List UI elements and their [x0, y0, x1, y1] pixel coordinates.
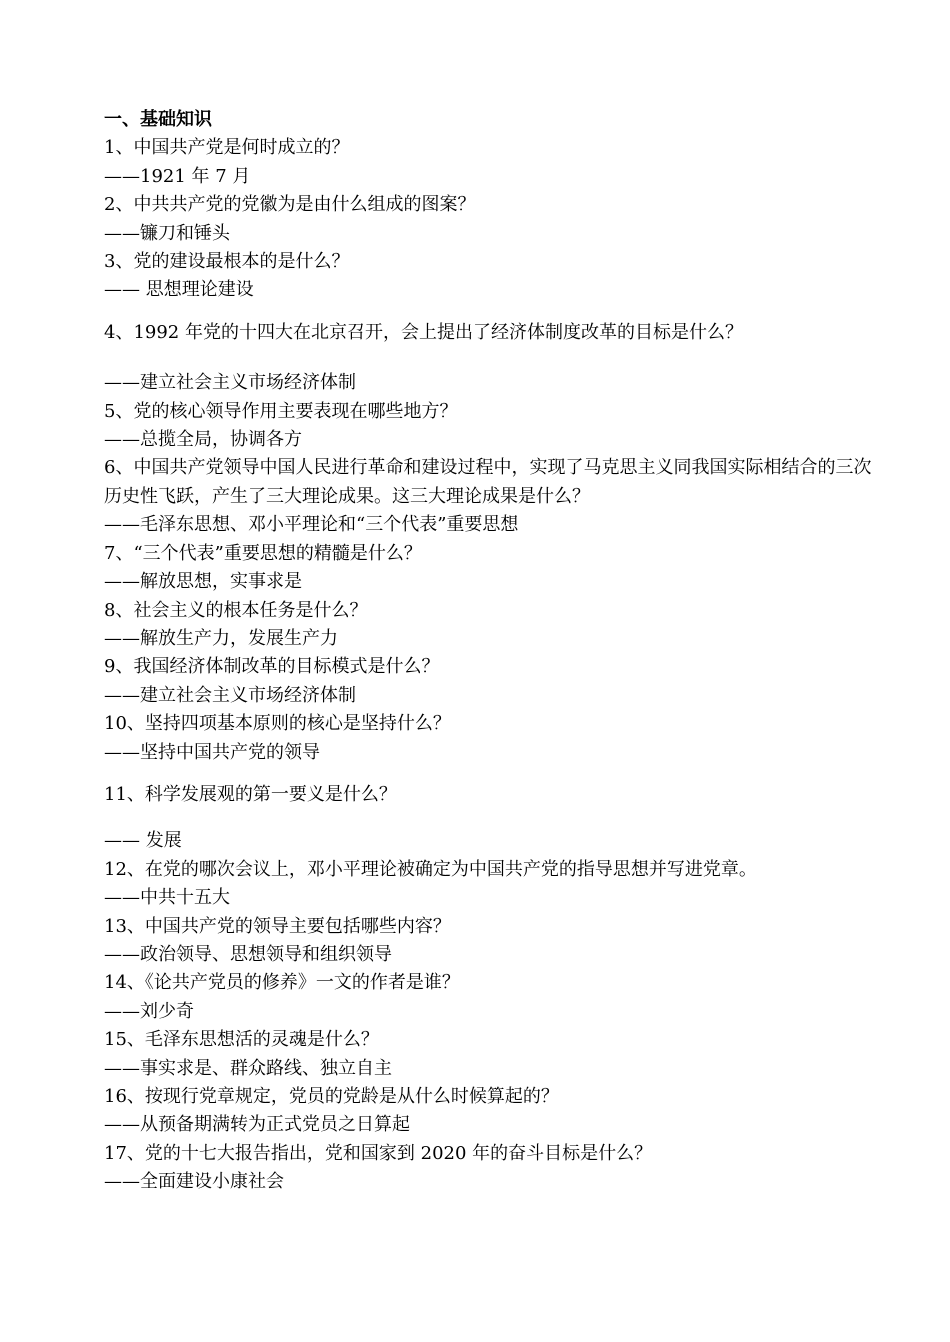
- question-5: 5、党的核心领导作用主要表现在哪些地方？: [104, 400, 458, 422]
- question-1: 1、中国共产党是何时成立的？: [104, 137, 350, 159]
- answer-6: ——毛泽东思想、邓小平理论和“三个代表”重要思想: [104, 514, 519, 536]
- answer-4: ——建立社会主义市场经济体制: [104, 372, 356, 394]
- question-4: 4、1992 年党的十四大在北京召开，会上提出了经济体制度改革的目标是什么？: [104, 321, 743, 343]
- answer-7: ——解放思想，实事求是: [104, 571, 302, 593]
- answer-14: ——刘少奇: [104, 1000, 194, 1022]
- question-17: 17、党的十七大报告指出，党和国家到 2020 年的奋斗目标是什么？: [104, 1142, 653, 1164]
- answer-12: ——中共十五大: [104, 887, 230, 909]
- document-page: [104, 106, 884, 1197]
- question-2: 2、中共共产党的党徽为是由什么组成的图案？: [104, 194, 476, 216]
- question-11: 11、科学发展观的第一要义是什么？: [104, 783, 397, 805]
- answer-1: ——1921 年 7 月: [104, 165, 251, 187]
- answer-2: ——镰刀和锤头: [104, 222, 230, 244]
- question-12: 12、在党的哪次会议上，邓小平理论被确定为中国共产党的指导思想并写进党章。: [104, 858, 757, 880]
- answer-8: ——解放生产力，发展生产力: [104, 627, 338, 649]
- question-15: 15、毛泽东思想活的灵魂是什么？: [104, 1029, 379, 1051]
- question-14: 14、《论共产党员的修养》一文的作者是谁？: [104, 972, 460, 994]
- section-heading: 一、基础知识: [104, 109, 212, 130]
- question-9: 9、我国经济体制改革的目标模式是什么？: [104, 656, 440, 678]
- answer-9: ——建立社会主义市场经济体制: [104, 684, 356, 706]
- answer-13: ——政治领导、思想领导和组织领导: [104, 943, 392, 965]
- question-8: 8、社会主义的根本任务是什么？: [104, 599, 368, 621]
- answer-11: —— 发展: [104, 830, 182, 852]
- question-7: 7、“三个代表”重要思想的精髓是什么？: [104, 542, 422, 564]
- answer-16: ——从预备期满转为正式党员之日算起: [104, 1114, 410, 1136]
- answer-17: ——全面建设小康社会: [104, 1171, 284, 1193]
- answer-5: ——总揽全局，协调各方: [104, 429, 302, 451]
- question-3: 3、党的建设最根本的是什么？: [104, 251, 350, 273]
- answer-3: —— 思想理论建设: [104, 279, 254, 301]
- question-10: 10、坚持四项基本原则的核心是坚持什么？: [104, 713, 451, 735]
- question-6: 6、中国共产党领导中国人民进行革命和建设过程中，实现了马克思主义同我国实际相结合的三次历史性飞跃，产生了三大理论成果。这三大理论成果是什么？: [104, 457, 872, 507]
- answer-10: ——坚持中国共产党的领导: [104, 741, 320, 763]
- question-16: 16、按现行党章规定，党员的党龄是从什么时候算起的？: [104, 1086, 559, 1107]
- answer-15: ——事实求是、群众路线、独立自主: [104, 1057, 392, 1079]
- question-13: 13、中国共产党的领导主要包括哪些内容？: [104, 915, 451, 937]
